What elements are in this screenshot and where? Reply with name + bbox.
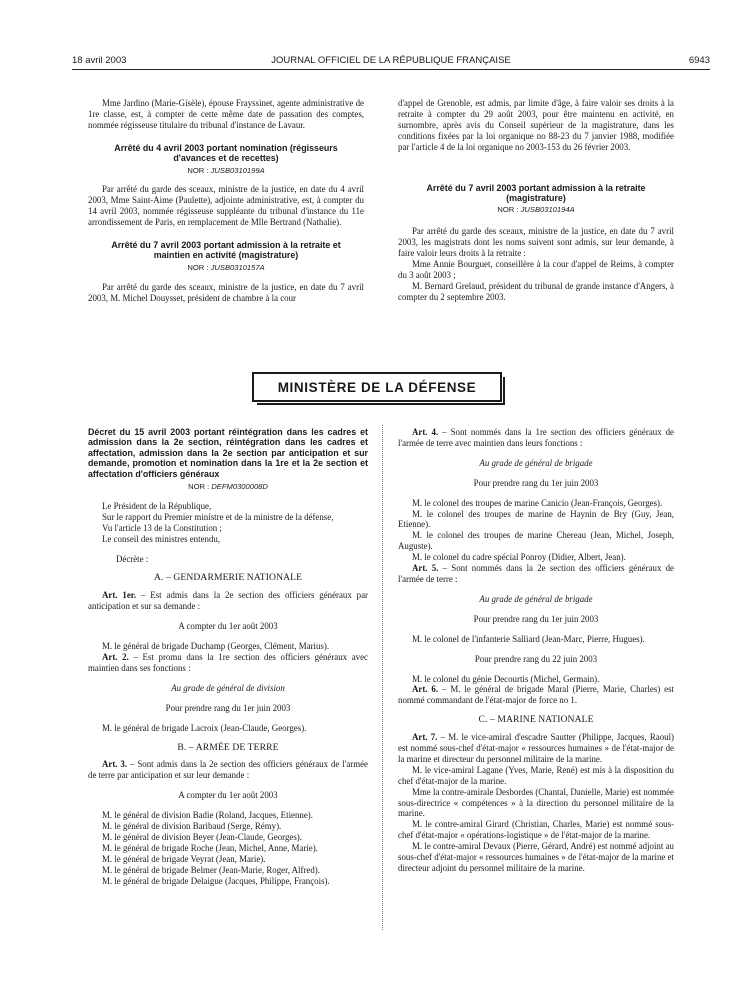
grade-line: Au grade de général de division: [171, 682, 285, 693]
arrete-1-nor: [88, 166, 364, 177]
officer-item: M. le général de brigade Roche (Jean, Michel, Anne, Marie).: [102, 842, 318, 853]
grade-line: Au grade de général de brigade: [479, 457, 593, 468]
article-text: – Sont admis dans la 2e section des officiers généraux de l'armée de terre par anticipation et sur leur demande :: [88, 759, 368, 781]
arrete-2-body: Par arrêté du garde des sceaux, ministre de la justice, en date du 7 avril 2003, M. Michel Douysset, président de chambre à la cour: [88, 281, 364, 303]
article-label: Art. 4.: [412, 427, 439, 437]
decree-right-column: [398, 427, 674, 874]
date-line: A compter du 1er août 2003: [178, 621, 278, 632]
article-4: [398, 427, 674, 449]
article-2: [88, 652, 368, 674]
appointment-paragraph: M. le contre-amiral Girard (Christian, Charles, Marie) est nommé sous-chef d'état-major « opérations-logistique » de l'état-major de la marine.: [398, 819, 674, 841]
running-header: [72, 55, 710, 67]
intro-paragraph: Mme Jardino (Marie-Gisèle), épouse Frayssinet, agente administrative de 1re classe, est, à compter de cette même date de passation des comptes, nommée régisseuse titulaire du tribunal d'instance de Lavaur.: [88, 98, 364, 130]
date-line: A compter du 1er août 2003: [178, 790, 278, 801]
article-text: – Sont nommés dans la 1re section des officiers généraux de l'armée de terre avec maintien dans leurs fonctions :: [398, 427, 674, 448]
arrete-1-title: Arrêté du 4 avril 2003 portant nomination (régisseurs d'avances et de recettes): [114, 142, 338, 164]
appointment-paragraph: M. le contre-amiral Devaux (Pierre, Gérard, André) est nommé adjoint au sous-chef d'état-major « ressources humaines » de l'état-major de la marine et directeur adjoint du personnel militaire de la marine.: [398, 841, 674, 873]
grade-line: Au grade de général de brigade: [479, 593, 593, 604]
decree-title: Décret du 15 avril 2003 portant réintégration dans les cadres et admission dans la 2e section, réintégration dans les cadres et affectation, admission dans la 2e section par anticipation et sur demande, promotion et nomination dans la 1re et la 2e section et affectation d'officiers généraux: [88, 427, 368, 479]
decree-left-column: [88, 427, 368, 887]
article-1: [88, 590, 368, 612]
article-text: – Sont nommés dans la 2e section des officiers généraux de l'armée de terre :: [398, 563, 674, 584]
preamble-line: Le Président de la République,: [102, 500, 212, 511]
preamble-line: Sur le rapport du Premier ministre et de la ministre de la défense,: [102, 511, 334, 522]
article-6: [398, 684, 674, 706]
appointment-paragraph: M. le vice-amiral Lagane (Yves, Marie, René) est mis à la disposition du chef d'état-major de la marine.: [398, 764, 674, 786]
article-label: Art. 5.: [412, 563, 439, 574]
date-line: Pour prendre rang du 1er juin 2003: [165, 702, 291, 713]
section-c-heading: C. – MARINE NATIONALE: [478, 714, 594, 726]
article-7: [398, 732, 674, 765]
officer-item: M. le général de division Beyer (Jean-Claude, Georges).: [102, 831, 302, 842]
article-text: – Est admis dans la 2e section des officiers généraux par anticipation et sur sa demande :: [88, 590, 368, 612]
arrete-1-body: Par arrêté du garde des sceaux, ministre de la justice, en date du 4 avril 2003, Mme Saint-Aime (Paulette), adjointe administrative, est, à compter du 14 avril 2003, nommée régisseuse suppléante du tribunal d'instance du 11e arrondissement de Paris, en remplacement de Mlle Bertrand (Nathalie).: [88, 184, 364, 228]
officer-item: M. le général de brigade Belmer (Jean-Marie, Roger, Alfred).: [102, 864, 320, 875]
decrete-line: Décrète :: [116, 553, 149, 564]
preamble-line: Le conseil des ministres entendu,: [102, 533, 221, 544]
officer-item: M. le colonel des troupes de marine de Haynin de Bry (Guy, Jean, Etienne).: [398, 508, 674, 530]
nor-code: DEFM0300008D: [211, 482, 268, 492]
nor-code: JUSB0310194A: [520, 205, 575, 215]
officer-item: M. le colonel du génie Decourtis (Michel, Germain).: [412, 673, 600, 684]
ministry-heading: MINISTÈRE DE LA DÉFENSE: [252, 372, 502, 402]
header-rule: [72, 69, 710, 70]
officer-item: M. le général de brigade Delaigue (Jacques, Philippe, François).: [102, 875, 330, 886]
officer-item: M. le général de division Badie (Roland, Jacques, Etienne).: [102, 810, 313, 821]
article-label: Art. 6.: [412, 684, 439, 695]
arrete-3-nor: [398, 205, 674, 216]
article-label: Art. 7.: [412, 732, 438, 743]
date-line: Pour prendre rang du 1er juin 2003: [473, 613, 599, 624]
arrete-3-title: Arrêté du 7 avril 2003 portant admission à la retraite (magistrature): [426, 182, 646, 203]
top-left-column: [88, 98, 364, 304]
arrete-3-body: Par arrêté du garde des sceaux, ministre de la justice, en date du 7 avril 2003, les magistrats dont les noms suivent sont admis, sur leur demande, à faire valoir leurs droits à la retraite :: [398, 226, 674, 259]
officer-item: M. le colonel des troupes de marine Chereau (Jean, Michel, Joseph, Auguste).: [398, 530, 674, 552]
column-divider: [382, 425, 383, 930]
officer-item: M. le colonel des troupes de marine Canicio (Jean-François, Georges).: [412, 497, 663, 508]
article-label: Art. 2.: [102, 652, 129, 662]
officer-item: M. le colonel de l'infanterie Salliard (Jean-Marc, Pierre, Hugues).: [412, 633, 645, 644]
header-date: 18 avril 2003: [72, 55, 127, 66]
officer-item: M. le général de division Baribaud (Serge, Rémy).: [102, 821, 282, 832]
nor-code: JUSB0310199A: [210, 165, 265, 175]
retiree-item: Mme Annie Bourguet, conseillère à la cour d'appel de Reims, à compter du 3 août 2003 ;: [398, 258, 674, 280]
officer-item: M. le général de brigade Veyrat (Jean, Marie).: [102, 853, 266, 864]
nor-label: NOR :: [497, 205, 519, 215]
article-3: [88, 759, 368, 781]
article-5: [398, 563, 674, 585]
arrete-2-nor: [88, 263, 364, 274]
section-b-heading: B. – ARMÉE DE TERRE: [177, 741, 279, 753]
article-text: – M. le général de brigade Maral (Pierre, Marie, Charles) est nommé commandant de l'état-major de force no 1.: [398, 684, 674, 706]
arrete-2-title: Arrêté du 7 avril 2003 portant admission à la retraite et maintien en activité (magistrature): [111, 240, 341, 261]
nor-label: NOR :: [187, 165, 209, 175]
preamble-line: Vu l'article 13 de la Constitution ;: [102, 522, 222, 533]
article-text: – Est promu dans la 1re section des officiers généraux avec maintien dans ses fonctions :: [88, 652, 368, 673]
appointment-paragraph: Mme la contre-amirale Desbordes (Chantal, Danielle, Marie) est nommée sous-directrice « compétences » à la direction du personnel militaire de la marine.: [398, 786, 674, 819]
officer-item: M. le général de brigade Lacroix (Jean-Claude, Georges).: [102, 722, 307, 733]
header-journal-title: JOURNAL OFFICIEL DE LA RÉPUBLIQUE FRANÇAISE: [271, 55, 511, 66]
officer-item: M. le colonel du cadre spécial Ponroy (Didier, Albert, Jean).: [412, 552, 626, 563]
top-right-column: [398, 98, 674, 303]
nor-label: NOR :: [188, 482, 210, 492]
header-page-number: 6943: [688, 55, 710, 66]
retiree-item: M. Bernard Grelaud, président du tribunal de grande instance d'Angers, à compter du 2 septembre 2003.: [398, 280, 674, 302]
article-text: – M. le vice-amiral d'escadre Sautter (Philippe, Jacques, Raoul) est nommé sous-chef d'état-major « ressources humaines » de l'état-major de la marine et directeur du personnel militaire de la marine.: [398, 732, 674, 764]
article-label: Art. 3.: [102, 759, 128, 770]
nor-code: JUSB0310157A: [210, 262, 265, 272]
continuation-paragraph: d'appel de Grenoble, est admis, par limite d'âge, à faire valoir ses droits à la retraite à compter du 29 août 2003, pour être maintenu en activité, en surnombre, après avis du Conseil supérieur de la magistrature, dans les conditions fixées par la loi organique no 88-23 du 7 janvier 1988, modifiée par l'article 4 de la loi organique no 2003-153 du 26 février 2003.: [398, 98, 674, 152]
officer-item: M. le général de brigade Duchamp (Georges, Clément, Marius).: [102, 641, 330, 652]
date-line: Pour prendre rang du 1er juin 2003: [473, 477, 599, 488]
section-a-heading: A. – GENDARMERIE NATIONALE: [153, 572, 303, 584]
decree-nor: [88, 482, 368, 493]
nor-label: NOR :: [187, 262, 209, 272]
date-line: Pour prendre rang du 22 juin 2003: [474, 653, 598, 664]
article-label: Art. 1er.: [102, 590, 137, 601]
